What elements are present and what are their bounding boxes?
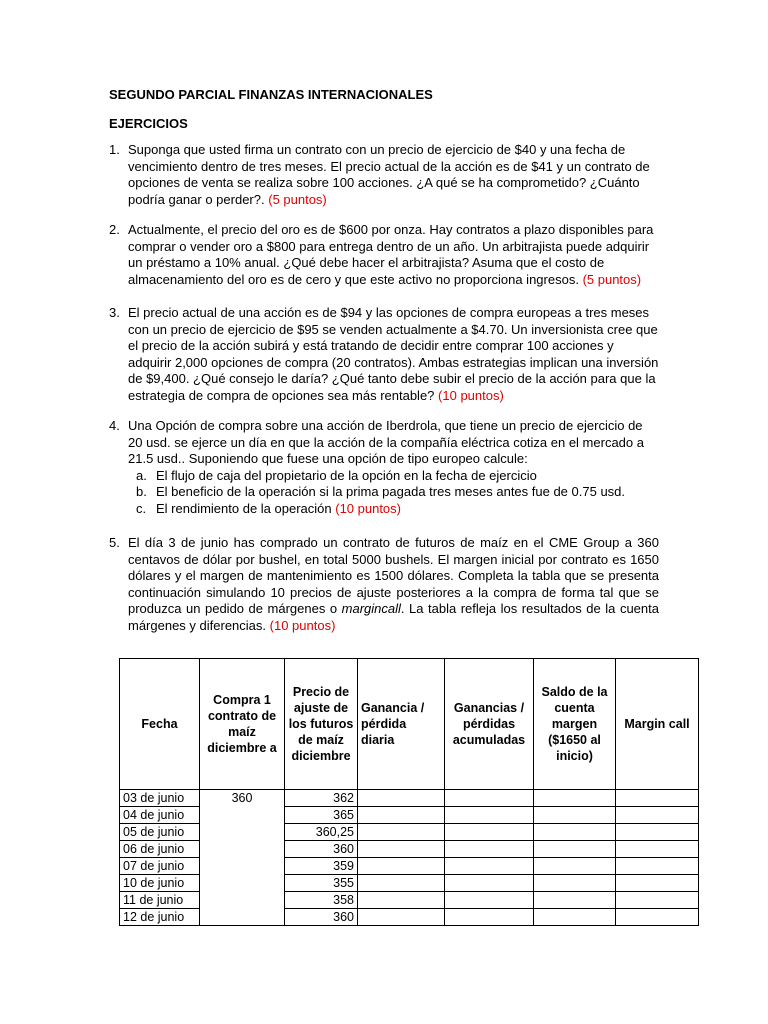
question-points: (10 puntos)	[438, 387, 504, 403]
cell-precio: 360	[285, 909, 358, 926]
question-number: 1.	[109, 142, 120, 157]
header-fecha: Fecha	[120, 659, 200, 790]
cell-ganancias-acumuladas[interactable]	[445, 858, 534, 875]
cell-fecha: 12 de junio	[120, 909, 200, 926]
question-body	[128, 142, 659, 208]
cell-saldo[interactable]	[534, 875, 616, 892]
cell-saldo[interactable]	[534, 824, 616, 841]
question-2	[109, 222, 659, 288]
cell-ganancia-diaria[interactable]	[358, 858, 445, 875]
sub-question-letter: a.	[136, 467, 147, 483]
sub-question-text: El beneficio de la operación si la prima pagada tres meses antes fue de 0.75 usd.	[156, 484, 626, 499]
cell-fecha: 03 de junio	[120, 790, 200, 807]
sub-question-letter: c.	[136, 500, 147, 516]
cell-margin-call[interactable]	[616, 875, 699, 892]
cell-fecha: 06 de junio	[120, 841, 200, 858]
cell-saldo[interactable]	[534, 841, 616, 858]
cell-margin-call[interactable]	[616, 824, 699, 841]
header-ganancias-acumuladas: Ganancias / pérdidas acumuladas	[445, 659, 534, 790]
cell-ganancias-acumuladas[interactable]	[445, 875, 534, 892]
question-body	[128, 535, 659, 634]
cell-margin-call[interactable]	[616, 909, 699, 926]
cell-precio: 359	[285, 858, 358, 875]
cell-ganancias-acumuladas[interactable]	[445, 824, 534, 841]
question-number: 4.	[109, 418, 120, 433]
cell-fecha: 11 de junio	[120, 892, 200, 909]
question-text: Una Opción de compra sobre una acción de Iberdrola, que tiene un precio de ejercicio de 20 usd. se ejerce un día en que la acción de la compañía eléctrica cotiza en el mercado a 21.5 usd.. Suponiendo que fuese una opción de tipo europeo calcule:	[128, 418, 644, 466]
question-3	[109, 305, 659, 404]
cell-saldo[interactable]	[534, 892, 616, 909]
cell-ganancia-diaria[interactable]	[358, 909, 445, 926]
cell-precio: 360	[285, 841, 358, 858]
question-body	[128, 305, 659, 404]
question-text: El precio actual de una acción es de $94 y las opciones de compra europeas a tres meses con un precio de ejercicio de $95 se venden actualmente a $4.70. Un inversionista cree que el precio de la acción subirá y está tratando de decidir entre comprar 100 acciones y adquirir 2,000 opciones de compra (20 contratos). Ambas estrategias implican una inversión de $9,400. ¿Qué consejo le daría? ¿Qué tanto debe subir el precio de la acción para que la estrategia de compra de opciones sea más rentable?	[128, 305, 659, 403]
cell-saldo[interactable]	[534, 790, 616, 807]
cell-margin-call[interactable]	[616, 841, 699, 858]
cell-fecha: 10 de junio	[120, 875, 200, 892]
question-text: Actualmente, el precio del oro es de $600 por onza. Hay contratos a plazo disponibles para comprar o vender oro a $800 para entrega dentro de un año. Un arbitrajista puede adquirir un préstamo a 10% anual. ¿Qué debe hacer el arbitrajista? Asuma que el costo de almacenamiento del oro es de cero y que este activo no proporciona ingresos.	[128, 222, 654, 287]
cell-ganancias-acumuladas[interactable]	[445, 790, 534, 807]
question-points: (10 puntos)	[335, 500, 401, 516]
table-row	[120, 790, 699, 807]
header-compra: Compra 1 contrato de maíz diciembre a	[200, 659, 285, 790]
document-title: SEGUNDO PARCIAL FINANZAS INTERNACIONALES	[109, 87, 433, 102]
section-heading: EJERCICIOS	[109, 116, 188, 131]
table-header-row	[120, 659, 699, 790]
sub-question-a	[128, 468, 659, 485]
cell-saldo[interactable]	[534, 909, 616, 926]
question-4	[109, 418, 659, 517]
cell-saldo[interactable]	[534, 858, 616, 875]
question-5	[109, 535, 659, 634]
question-points: (10 puntos)	[269, 617, 336, 633]
cell-compra: 360	[200, 790, 285, 926]
cell-ganancia-diaria[interactable]	[358, 790, 445, 807]
cell-fecha: 07 de junio	[120, 858, 200, 875]
cell-saldo[interactable]	[534, 807, 616, 824]
question-text: Suponga que usted firma un contrato con un precio de ejercicio de $40 y una fecha de vencimiento dentro de tres meses. El precio actual de la acción es de $41 y un contrato de opciones de venta se realiza sobre 100 acciones. ¿A qué se ha comprometido? ¿Cuánto podría ganar o perder?.	[128, 142, 650, 207]
cell-ganancia-diaria[interactable]	[358, 892, 445, 909]
cell-precio: 362	[285, 790, 358, 807]
cell-margin-call[interactable]	[616, 858, 699, 875]
sub-question-c	[128, 501, 659, 518]
cell-precio: 365	[285, 807, 358, 824]
question-number: 2.	[109, 222, 120, 237]
question-italic-term: margincall	[341, 601, 401, 616]
question-text-continued: . La tabla refleja los resultados de la cuenta márgenes y diferencias.	[128, 601, 659, 633]
cell-ganancia-diaria[interactable]	[358, 807, 445, 824]
cell-ganancia-diaria[interactable]	[358, 824, 445, 841]
question-body	[128, 418, 659, 517]
question-number: 5.	[109, 535, 120, 550]
header-ganancia-diaria: Ganancia / pérdida diaria	[358, 659, 445, 790]
cell-ganancia-diaria[interactable]	[358, 875, 445, 892]
header-precio: Precio de ajuste de los futuros de maíz diciembre	[285, 659, 358, 790]
question-number: 3.	[109, 305, 120, 320]
cell-fecha: 05 de junio	[120, 824, 200, 841]
margin-table	[119, 658, 699, 926]
cell-margin-call[interactable]	[616, 892, 699, 909]
header-saldo-cuenta: Saldo de la cuenta margen ($1650 al inicio)	[534, 659, 616, 790]
cell-ganancia-diaria[interactable]	[358, 841, 445, 858]
cell-precio: 358	[285, 892, 358, 909]
sub-question-text: El flujo de caja del propietario de la opción en la fecha de ejercicio	[156, 467, 537, 483]
cell-fecha: 04 de junio	[120, 807, 200, 824]
cell-ganancias-acumuladas[interactable]	[445, 807, 534, 824]
question-body	[128, 222, 659, 288]
sub-question-list	[128, 468, 659, 518]
cell-precio: 355	[285, 875, 358, 892]
sub-question-b	[128, 484, 659, 501]
header-margin-call: Margin call	[616, 659, 699, 790]
question-points: (5 puntos)	[268, 191, 327, 207]
cell-ganancias-acumuladas[interactable]	[445, 841, 534, 858]
question-1	[109, 142, 659, 208]
question-text: El día 3 de junio has comprado un contrato de futuros de maíz en el CME Group a 360 centavos de dólar por bushel, en total 5000 bushels. El margen inicial por contrato es 1650 dólares y el margen de mantenimiento es 1500 dólares. Completa la tabla que se presenta continuación simulando 10 precios de ajuste posteriores a la compra de forma tal que se produzca un pedido de márgenes o	[128, 535, 659, 616]
cell-precio: 360,25	[285, 824, 358, 841]
cell-margin-call[interactable]	[616, 807, 699, 824]
sub-question-text: El rendimiento de la operación	[156, 500, 332, 516]
cell-ganancias-acumuladas[interactable]	[445, 892, 534, 909]
sub-question-letter: b.	[136, 484, 147, 499]
question-points: (5 puntos)	[582, 271, 642, 287]
cell-margin-call[interactable]	[616, 790, 699, 807]
cell-ganancias-acumuladas[interactable]	[445, 909, 534, 926]
